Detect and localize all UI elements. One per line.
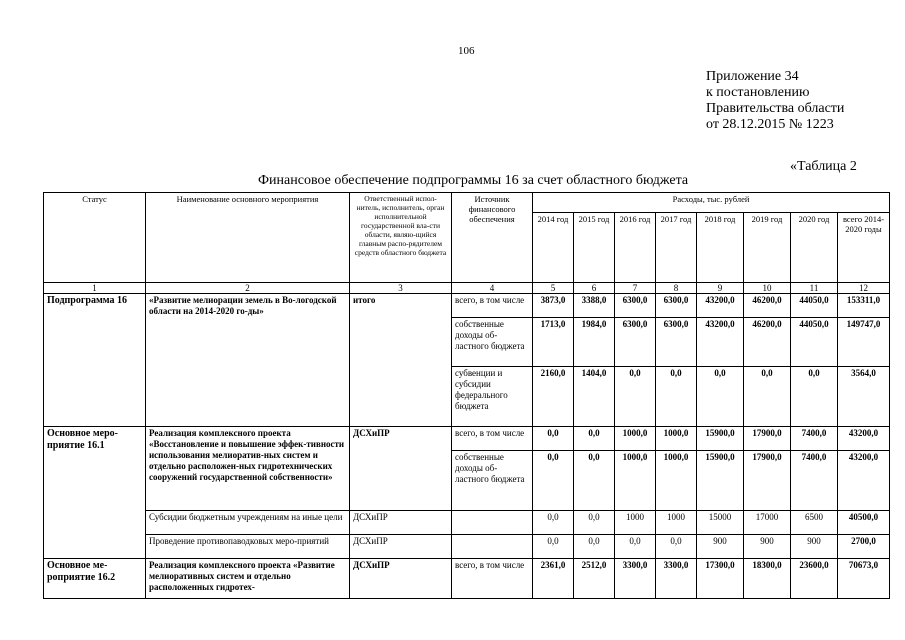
cell-value: 0,0 (656, 367, 697, 427)
page-number: 106 (458, 45, 475, 57)
finance-table (43, 192, 890, 599)
header-responsible: Ответственный испол-нитель, исполнитель, орган исполнительной государственной вла-сти области, являю-щийся главным распо-рядителем средств областного бюджета (350, 193, 452, 283)
cell-value: 2361,0 (533, 559, 574, 599)
header-year: 2019 год (744, 213, 791, 283)
header-year: 2018 год (697, 213, 744, 283)
cell-value: 6300,0 (615, 318, 656, 367)
column-number: 12 (838, 283, 890, 294)
cell-value: 0,0 (791, 367, 838, 427)
row-status: Основное ме-роприятие 16.2 (44, 559, 146, 599)
row-responsible: ДСХиПР (350, 535, 452, 559)
cell-value: 0,0 (574, 535, 615, 559)
cell-value: 0,0 (533, 451, 574, 511)
cell-value: 1000,0 (656, 451, 697, 511)
header-year: 2015 год (574, 213, 615, 283)
column-number: 10 (744, 283, 791, 294)
cell-value: 17300,0 (697, 559, 744, 599)
cell-value: 7400,0 (791, 427, 838, 451)
row-source (452, 511, 533, 535)
row-responsible: ДСХиПР (350, 427, 452, 511)
cell-value: 1000 (615, 511, 656, 535)
row-responsible: итого (350, 294, 452, 427)
cell-value: 1000 (656, 511, 697, 535)
appendix-line-4: от 28.12.2015 № 1223 (706, 117, 834, 132)
cell-value: 3388,0 (574, 294, 615, 318)
cell-value: 0,0 (574, 427, 615, 451)
header-name: Наименование основного мероприятия (146, 193, 350, 283)
cell-value: 70673,0 (838, 559, 890, 599)
header-source: Источник финансового обеспечения (452, 193, 533, 283)
cell-value: 43200,0 (838, 451, 890, 511)
cell-value: 3873,0 (533, 294, 574, 318)
cell-value: 44050,0 (791, 318, 838, 367)
header-year: 2014 год (533, 213, 574, 283)
cell-value: 6300,0 (656, 318, 697, 367)
cell-value: 2160,0 (533, 367, 574, 427)
row-source: субвенции и субсидии федерального бюджета (452, 367, 533, 427)
row-source: всего, в том числе (452, 559, 533, 599)
column-number: 3 (350, 283, 452, 294)
row-status: Основное меро-приятие 16.1 (44, 427, 146, 559)
cell-value: 900 (744, 535, 791, 559)
table-row (44, 427, 890, 451)
table-reference: «Таблица 2 (790, 159, 857, 174)
row-name: Реализация комплексного проекта «Восстановление и повышение эффек-тивности использования мелиоратив-ных систем и отдельно расположен-ных гидротехнических сооружений государственной собственности» (146, 427, 350, 511)
header-year: 2017 год (656, 213, 697, 283)
cell-value: 0,0 (574, 511, 615, 535)
column-number: 2 (146, 283, 350, 294)
cell-value: 15900,0 (697, 451, 744, 511)
row-name: Субсидии бюджетным учреждениям на иные цели (146, 511, 350, 535)
table-row (44, 535, 890, 559)
row-name: «Развитие мелиорации земель в Во-логодской области на 2014-2020 го-ды» (146, 294, 350, 427)
table-row (44, 294, 890, 318)
appendix-line-1: Приложение 34 (706, 69, 799, 84)
cell-value: 40500,0 (838, 511, 890, 535)
cell-value: 1000,0 (656, 427, 697, 451)
cell-value: 2512,0 (574, 559, 615, 599)
row-name: Реализация комплексного проекта «Развитие мелиоративных систем и отдельно расположенных гидротех- (146, 559, 350, 599)
cell-value: 0,0 (533, 535, 574, 559)
cell-value: 0,0 (615, 367, 656, 427)
cell-value: 6300,0 (656, 294, 697, 318)
cell-value: 15900,0 (697, 427, 744, 451)
cell-value: 43200,0 (697, 294, 744, 318)
cell-value: 900 (697, 535, 744, 559)
header-year: 2016 год (615, 213, 656, 283)
row-status: Подпрограмма 16 (44, 294, 146, 427)
column-number: 5 (533, 283, 574, 294)
row-source: собственные доходы об-ластного бюджета (452, 451, 533, 511)
column-number: 7 (615, 283, 656, 294)
cell-value: 1713,0 (533, 318, 574, 367)
cell-value: 0,0 (615, 535, 656, 559)
cell-value: 43200,0 (838, 427, 890, 451)
column-number: 9 (697, 283, 744, 294)
cell-value: 1000,0 (615, 427, 656, 451)
header-expenses: Расходы, тыс. рублей (533, 193, 890, 213)
cell-value: 6300,0 (615, 294, 656, 318)
cell-value: 18300,0 (744, 559, 791, 599)
row-source: собственные доходы об-ластного бюджета (452, 318, 533, 367)
appendix-line-2: к постановлению (706, 85, 810, 100)
table-row (44, 559, 890, 599)
cell-value: 44050,0 (791, 294, 838, 318)
cell-value: 153311,0 (838, 294, 890, 318)
cell-value: 15000 (697, 511, 744, 535)
cell-value: 46200,0 (744, 294, 791, 318)
cell-value: 17900,0 (744, 427, 791, 451)
cell-value: 1000,0 (615, 451, 656, 511)
row-source: всего, в том числе (452, 427, 533, 451)
cell-value: 23600,0 (791, 559, 838, 599)
column-number: 8 (656, 283, 697, 294)
row-responsible: ДСХиПР (350, 511, 452, 535)
row-source (452, 535, 533, 559)
table-title: Финансовое обеспечение подпрограммы 16 за счет областного бюджета (258, 173, 689, 188)
column-number: 1 (44, 283, 146, 294)
cell-value: 3300,0 (615, 559, 656, 599)
cell-value: 6500 (791, 511, 838, 535)
header-year: 2020 год (791, 213, 838, 283)
cell-value: 1984,0 (574, 318, 615, 367)
cell-value: 17000 (744, 511, 791, 535)
cell-value: 0,0 (574, 451, 615, 511)
column-number: 11 (791, 283, 838, 294)
appendix-block (706, 69, 844, 133)
row-responsible: ДСХиПР (350, 559, 452, 599)
cell-value: 7400,0 (791, 451, 838, 511)
cell-value: 3300,0 (656, 559, 697, 599)
appendix-line-3: Правительства области (706, 101, 845, 116)
cell-value: 0,0 (697, 367, 744, 427)
cell-value: 0,0 (533, 427, 574, 451)
row-name: Проведение противопаводковых меро-приятий (146, 535, 350, 559)
cell-value: 3564,0 (838, 367, 890, 427)
cell-value: 1404,0 (574, 367, 615, 427)
cell-value: 46200,0 (744, 318, 791, 367)
column-number: 6 (574, 283, 615, 294)
cell-value: 2700,0 (838, 535, 890, 559)
column-number: 4 (452, 283, 533, 294)
cell-value: 900 (791, 535, 838, 559)
cell-value: 149747,0 (838, 318, 890, 367)
cell-value: 17900,0 (744, 451, 791, 511)
cell-value: 0,0 (656, 535, 697, 559)
cell-value: 0,0 (533, 511, 574, 535)
header-status: Статус (44, 193, 146, 283)
table-row (44, 511, 890, 535)
cell-value: 0,0 (744, 367, 791, 427)
header-year-total: всего 2014-2020 годы (838, 213, 890, 283)
row-source: всего, в том числе (452, 294, 533, 318)
cell-value: 43200,0 (697, 318, 744, 367)
